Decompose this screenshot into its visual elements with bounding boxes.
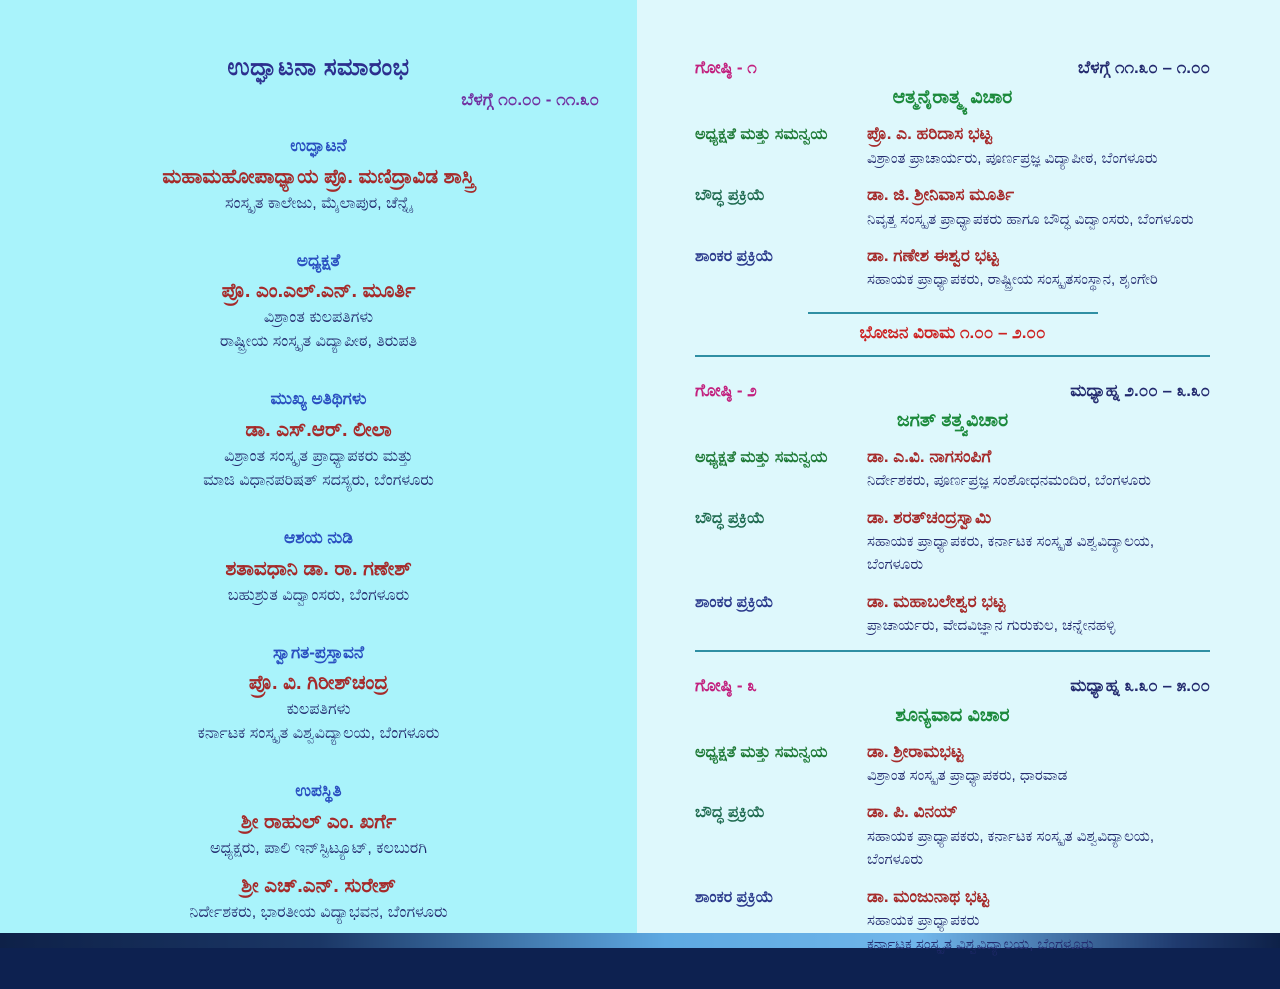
role-label: ಅಧ್ಯಕ್ಷತೆ ಮತ್ತು ಸಮನ್ವಯ xyxy=(695,743,828,761)
person xyxy=(867,183,1210,231)
person xyxy=(867,590,1210,638)
section-label: ಉಪಸ್ಥಿತಿ xyxy=(295,781,342,801)
person-affiliation: ಸಹಾಯಕ ಪ್ರಾಧ್ಯಾಪಕರು, ರಾಷ್ಟ್ರೀಯ ಸಂಸ್ಕೃತಸಂಸ್ಥಾನ, ಶೃಂಗೇರಿ xyxy=(867,271,1158,289)
person-affiliation: ರಾಷ್ಟ್ರೀಯ ಸಂಸ್ಕೃತ ವಿದ್ಯಾಪೀಠ, ತಿರುಪತಿ xyxy=(219,333,418,351)
inauguration-time: ಬೆಳಗ್ಗೆ ೧೦.೦೦ - ೧೧.೩೦ xyxy=(461,90,599,109)
person-name: ಮಹಾಮಹೋಪಾಧ್ಯಾಯ ಪ್ರೊ. ಮಣಿದ್ರಾವಿಡ ಶಾಸ್ತ್ರಿ xyxy=(162,165,475,188)
person-affiliation: ಸಹಾಯಕ ಪ್ರಾಧ್ಯಾಪಕರು, ಕರ್ನಾಟಕ ಸಂಸ್ಕೃತ ವಿಶ್ವವಿದ್ಯಾಲಯ, ಬೆಂಗಳೂರು xyxy=(867,828,1155,869)
session-time: ಮಧ್ಯಾಹ್ನ ೩.೩೦ – ೫.೦೦ xyxy=(1070,675,1210,695)
session-row xyxy=(695,885,1210,956)
lunch-break-label: ಭೋಜನ ವಿರಾಮ ೧.೦೦ – ೨.೦೦ xyxy=(859,322,1046,342)
person-affiliation: ನಿರ್ದೇಶಕರು, ಪೂರ್ಣಪ್ರಜ್ಞ ಸಂಶೋಧನಮಂದಿರ, ಬೆಂಗಳೂರು xyxy=(867,472,1151,490)
section-label: ಸ್ವಾಗತ-ಪ್ರಸ್ತಾವನೆ xyxy=(272,642,365,662)
session-header xyxy=(695,381,1210,401)
role-label: ಶಾಂಕರ ಪ್ರಕ್ರಿಯೆ xyxy=(695,593,774,611)
person-name: ಶ್ರೀ ಎಚ್.ಎನ್. ಸುರೇಶ್ xyxy=(241,874,396,897)
session-time: ಮಧ್ಯಾಹ್ನ ೨.೦೦ – ೩.೩೦ xyxy=(1070,380,1210,400)
person-affiliation: ಕರ್ನಾಟಕ ಸಂಸ್ಕೃತ ವಿಶ್ವವಿದ್ಯಾಲಯ, ಬೆಂಗಳೂರು xyxy=(197,725,440,743)
page-inauguration xyxy=(0,0,637,933)
session-1 xyxy=(695,58,1210,292)
person-name: ಡಾ. ಜಿ. ಶ್ರೀನಿವಾಸ ಮೂರ್ತಿ xyxy=(867,184,1015,204)
person-affiliation: ನಿರ್ದೇಶಕರು, ಭಾರತೀಯ ವಿದ್ಯಾಭವನ, ಬೆಂಗಳೂರು xyxy=(189,903,448,921)
session-title: ಆತ್ಮನೈರಾತ್ಮ್ಯ ವಿಚಾರ xyxy=(892,87,1013,108)
session-title: ಜಗತ್ ತತ್ತ್ವವಿಚಾರ xyxy=(896,409,1009,431)
session-row xyxy=(695,800,1210,871)
person-affiliation: ಸಂಸ್ಕೃತ ಕಾಲೇಜು, ಮೈಲಾಪುರ, ಚೆನ್ನೈ xyxy=(225,194,412,212)
section-label: ಅಧ್ಯಕ್ಷತೆ xyxy=(296,250,341,270)
divider-line xyxy=(695,650,1210,652)
session-time: ಬೆಳಗ್ಗೆ ೧೧.೩೦ – ೧.೦೦ xyxy=(1077,58,1210,77)
person-affiliation: ನಿವೃತ್ತ ಸಂಸ್ಕೃತ ಪ್ರಾಧ್ಯಾಪಕರು ಹಾಗೂ ಬೌದ್ಧ ವಿದ್ವಾಂಸರು, ಬೆಂಗಳೂರು xyxy=(867,210,1194,228)
session-row xyxy=(695,445,1210,493)
role-label: ಬೌದ್ಧ ಪ್ರಕ್ರಿಯೆ xyxy=(695,186,765,204)
person-affiliation: ವಿಶ್ರಾಂತ ಸಂಸ್ಕೃತ ಪ್ರಾಧ್ಯಾಪಕರು ಮತ್ತು xyxy=(224,447,413,465)
person-name: ಪ್ರೊ. ಎ. ಹರಿದಾಸ ಭಟ್ಟ xyxy=(867,124,992,143)
person-name: ಶ್ರೀ ರಾಹುಲ್ ಎಂ. ಖರ್ಗೆ xyxy=(240,810,397,833)
section-label: ಮುಖ್ಯ ಅತಿಥಿಗಳು xyxy=(270,389,367,409)
section-presidency xyxy=(30,249,607,355)
person-name: ಡಾ. ಗಣೇಶ ಈಶ್ವರ ಭಟ್ಟ xyxy=(867,245,999,265)
divider-line xyxy=(695,355,1210,357)
role-label: ಶಾಂಕರ ಪ್ರಕ್ರಿಯೆ xyxy=(695,247,774,265)
person-affiliation: ಸಹಾಯಕ ಪ್ರಾಧ್ಯಾಪಕರು xyxy=(867,912,980,930)
section-label: ಆಶಯ ನುಡಿ xyxy=(283,527,354,547)
section-inauguration xyxy=(30,134,607,216)
session-label: ಗೋಷ್ಠಿ - ೨ xyxy=(695,380,757,400)
person-affiliation: ವಿಶ್ರಾಂತ ಪ್ರಾಚಾರ್ಯರು, ಪೂರ್ಣಪ್ರಜ್ಞ ವಿದ್ಯಾಪೀಠ, ಬೆಂಗಳೂರು xyxy=(867,149,1158,167)
person-affiliation: ವಿಶ್ರಾಂತ ಕುಲಪತಿಗಳು xyxy=(263,309,374,327)
session-3 xyxy=(695,676,1210,956)
person-name: ಡಾ. ಮಂಜುನಾಥ ಭಟ್ಟ xyxy=(867,886,989,906)
person-name: ಡಾ. ಎಸ್.ಆರ್. ಲೀಲಾ xyxy=(245,418,392,441)
person-name: ಡಾ. ಪಿ. ವಿನಯ್ xyxy=(867,802,958,822)
person-affiliation: ಸಹಾಯಕ ಪ್ರಾಧ್ಯಾಪಕರು, ಕರ್ನಾಟಕ ಸಂಸ್ಕೃತ ವಿಶ್ವವಿದ್ಯಾಲಯ, ಬೆಂಗಳೂರು xyxy=(867,533,1155,574)
session-row xyxy=(695,590,1210,638)
session-row xyxy=(695,740,1210,788)
person-affiliation: ಪ್ರಾಚಾರ್ಯರು, ವೇದವಿಜ್ಞಾನ ಗುರುಕುಲ, ಚನ್ನೇನಹಳ್ಳಿ xyxy=(867,617,1116,635)
session-2 xyxy=(695,381,1210,638)
page-title: ಉದ್ಘಾಟನಾ ಸಮಾರಂಭ xyxy=(227,54,410,81)
session-header xyxy=(695,58,1210,78)
session-row xyxy=(695,183,1210,231)
person-name: ಶತಾವಧಾನಿ ಡಾ. ರಾ. ಗಣೇಶ್ xyxy=(225,557,412,580)
person xyxy=(867,800,1210,871)
person-name: ಪ್ರೊ. ಎಂ.ಎಲ್.ಎನ್. ಮೂರ್ತಿ xyxy=(221,280,416,303)
lunch-break xyxy=(695,312,1210,357)
person-name: ಡಾ. ಎ.ವಿ. ನಾಗಸಂಪಿಗೆ xyxy=(867,446,992,466)
page-sessions xyxy=(637,0,1280,953)
person-name: ಡಾ. ಮಹಾಬಲೇಶ್ವರ ಭಟ್ಟ xyxy=(867,591,1006,611)
role-label: ಬೌದ್ಧ ಪ್ರಕ್ರಿಯೆ xyxy=(695,804,765,822)
person-affiliation: ಮಾಜಿ ವಿಧಾನಪರಿಷತ್ ಸದಸ್ಯರು, ಬೆಂಗಳೂರು xyxy=(203,471,434,489)
person xyxy=(867,506,1210,577)
role-label: ಬೌದ್ಧ ಪ್ರಕ್ರಿಯೆ xyxy=(695,509,765,527)
second-entry xyxy=(30,871,607,925)
section-welcome xyxy=(30,641,607,747)
person xyxy=(867,740,1210,788)
role-label: ಅಧ್ಯಕ್ಷತೆ ಮತ್ತು ಸಮನ್ವಯ xyxy=(695,448,828,466)
person-affiliation: ವಿಶ್ರಾಂತ ಸಂಸ್ಕೃತ ಪ್ರಾಧ್ಯಾಪಕರು, ಧಾರವಾಡ xyxy=(867,767,1068,785)
person xyxy=(867,244,1210,292)
session-row xyxy=(695,244,1210,292)
person-affiliation: ಕರ್ನಾಟಕ ಸಂಸ್ಕೃತ ವಿಶ್ವವಿದ್ಯಾಲಯ, ಬೆಂಗಳೂರು xyxy=(867,935,1094,953)
section-label: ಉದ್ಘಾಟನೆ xyxy=(290,136,347,155)
person xyxy=(867,445,1210,493)
person xyxy=(867,885,1210,956)
session-row xyxy=(695,506,1210,577)
person-affiliation: ಕುಲಪತಿಗಳು xyxy=(286,701,351,719)
section-presence xyxy=(30,779,607,925)
section-keynote xyxy=(30,526,607,608)
role-label: ಅಧ್ಯಕ್ಷತೆ ಮತ್ತು ಸಮನ್ವಯ xyxy=(695,126,828,143)
session-title: ಶೂನ್ಯವಾದ ವಿಚಾರ xyxy=(895,704,1010,726)
person-affiliation: ಅಧ್ಯಕ್ಷರು, ಪಾಲಿ ಇನ್‌ಸ್ಟಿಟ್ಯೂಟ್, ಕಲಬುರಗಿ xyxy=(210,839,427,857)
session-label: ಗೋಷ್ಠಿ - ೩ xyxy=(695,675,757,695)
session-header xyxy=(695,676,1210,696)
person-name: ಡಾ. ಶ್ರೀರಾಮಭಟ್ಟ xyxy=(867,741,964,761)
role-label: ಶಾಂಕರ ಪ್ರಕ್ರಿಯೆ xyxy=(695,888,774,906)
person-affiliation: ಬಹುಶ್ರುತ ವಿದ್ವಾಂಸರು, ಬೆಂಗಳೂರು xyxy=(227,586,410,604)
person xyxy=(867,122,1210,170)
session-label: ಗೋಷ್ಠಿ - ೧ xyxy=(695,58,757,77)
person-name: ಪ್ರೊ. ವಿ. ಗಿರೀಶ್‌ಚಂದ್ರ xyxy=(248,672,389,695)
person-name: ಡಾ. ಶರತ್‌ಚಂದ್ರಸ್ವಾಮಿ xyxy=(867,507,992,527)
session-row xyxy=(695,122,1210,170)
divider-line xyxy=(808,312,1098,314)
section-chief-guests xyxy=(30,387,607,493)
